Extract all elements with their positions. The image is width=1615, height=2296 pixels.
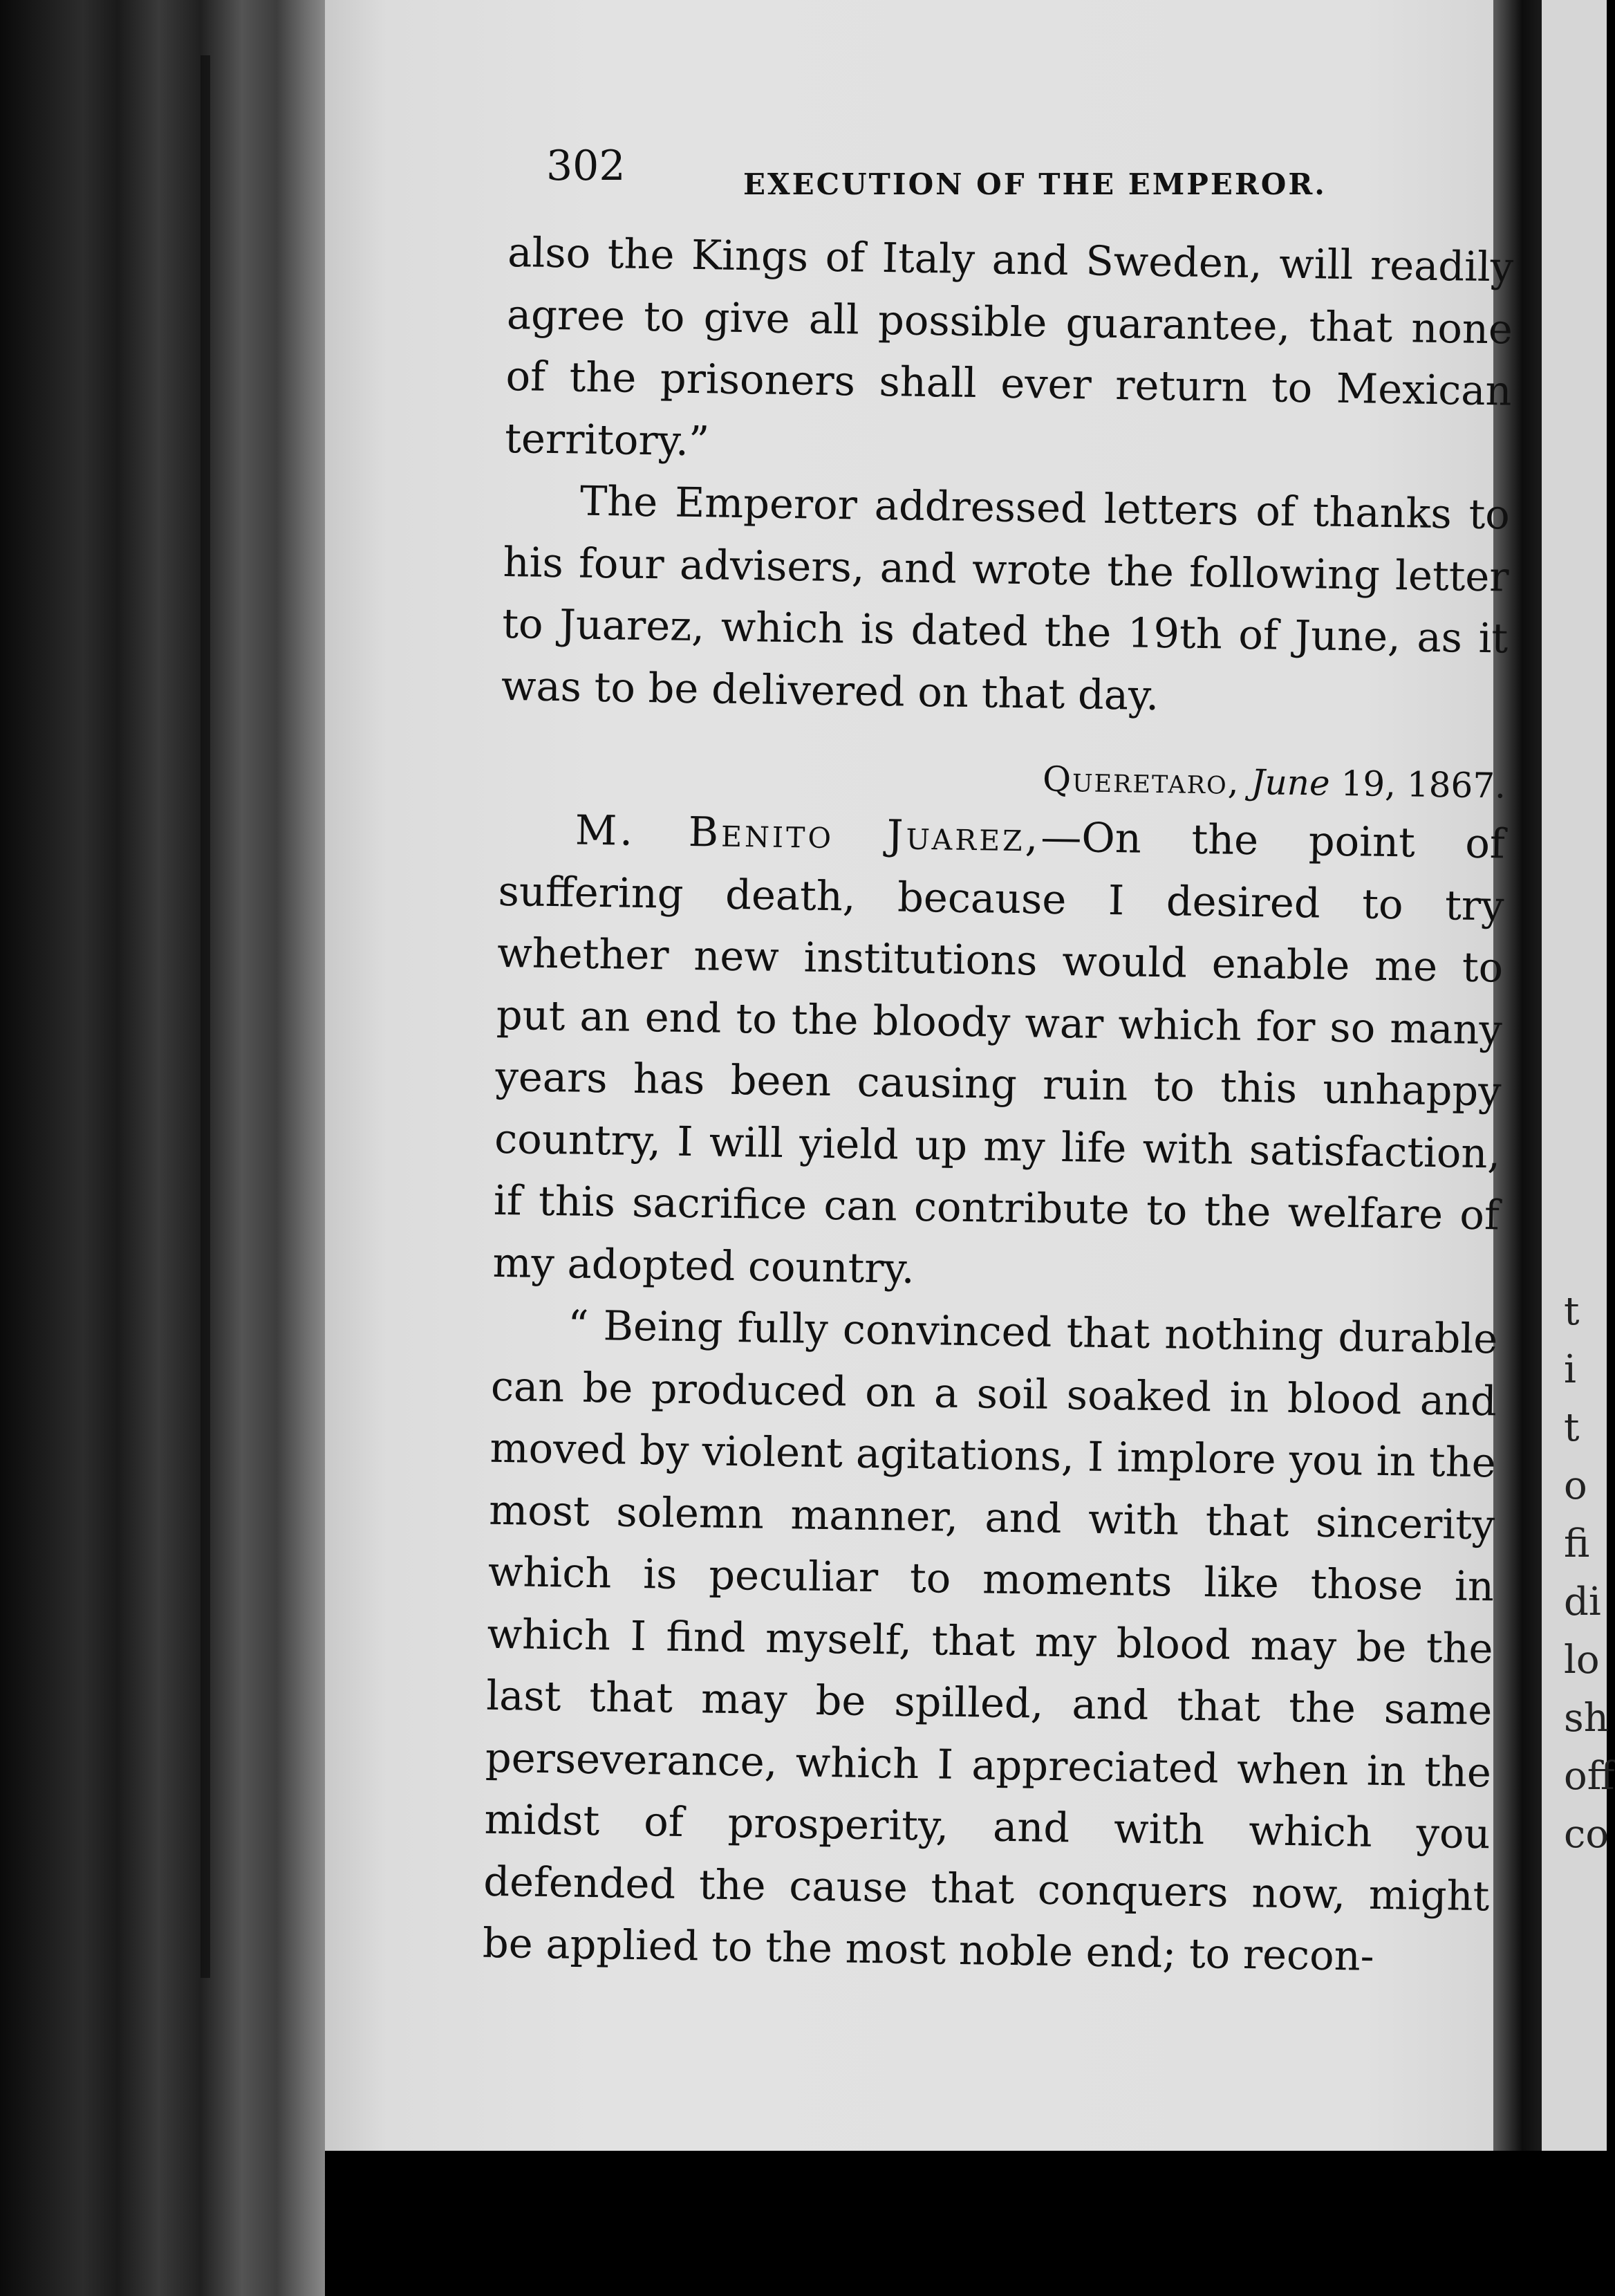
- facing-fragment: i: [1564, 1347, 1576, 1392]
- letter-salutation: M. Benito Juarez,: [575, 806, 1041, 861]
- page-body-text: [482, 221, 1513, 1989]
- facing-fragment: di: [1564, 1580, 1601, 1624]
- letter-paragraph-quote: “ Being fully convinced that nothing durable can be produced on a soil soaked in blood and moved by violent agitations, I implore you in the most solemn manner, and with that sincerity which is peculiar to moments like those in which I find myself, that my blood may be the last that may be spilled, and that the same perseverance, which I appreciated when in the midst of prosperity, and with which you defended the cause that conquers now, might be applied to the most noble end; to recon-: [482, 1301, 1498, 1980]
- letter-paragraph-opening: [492, 798, 1505, 1308]
- facing-page-text-fragments: [1564, 1283, 1615, 1864]
- facing-fragment: co: [1564, 1812, 1609, 1857]
- facing-fragment: o: [1564, 1463, 1587, 1508]
- facing-fragment: t: [1564, 1289, 1580, 1334]
- facing-fragment: lo: [1564, 1638, 1600, 1683]
- page-number: 302: [546, 142, 626, 190]
- letter-opening-text: —On the point of suffering death, because I desired to try whether new institutions would enable me to put an end to the bloody war which for so many years has been causing ruin to this unhappy country, I will yield up my life with satisfaction, if this sacrifice can contribute to the welfare of my adopted country.: [492, 813, 1506, 1293]
- paragraph-narrative: The Emperor addressed letters of thanks to his four advisers, and wrote the following letter to Juarez, which is dated the 19th of June, as it was to be delivered on that day.: [501, 476, 1511, 719]
- paragraph-continuation: also the Kings of Italy and Sweden, will readily agree to give all possible guarantee, that none of the prisoners shall ever return to Mexican territory.”: [504, 228, 1514, 465]
- facing-fragment: sh: [1564, 1696, 1609, 1741]
- facing-fragment: off: [1564, 1754, 1615, 1799]
- dateline-day-year: 19, 1867.: [1341, 763, 1506, 806]
- running-head: EXECUTION OF THE EMPEROR.: [743, 167, 1327, 201]
- dateline-place: Queretaro,: [1042, 759, 1241, 802]
- book-binding: [0, 0, 325, 2296]
- dateline-month: June: [1251, 762, 1331, 804]
- facing-fragment: fi: [1564, 1521, 1590, 1566]
- facing-fragment: t: [1564, 1405, 1580, 1450]
